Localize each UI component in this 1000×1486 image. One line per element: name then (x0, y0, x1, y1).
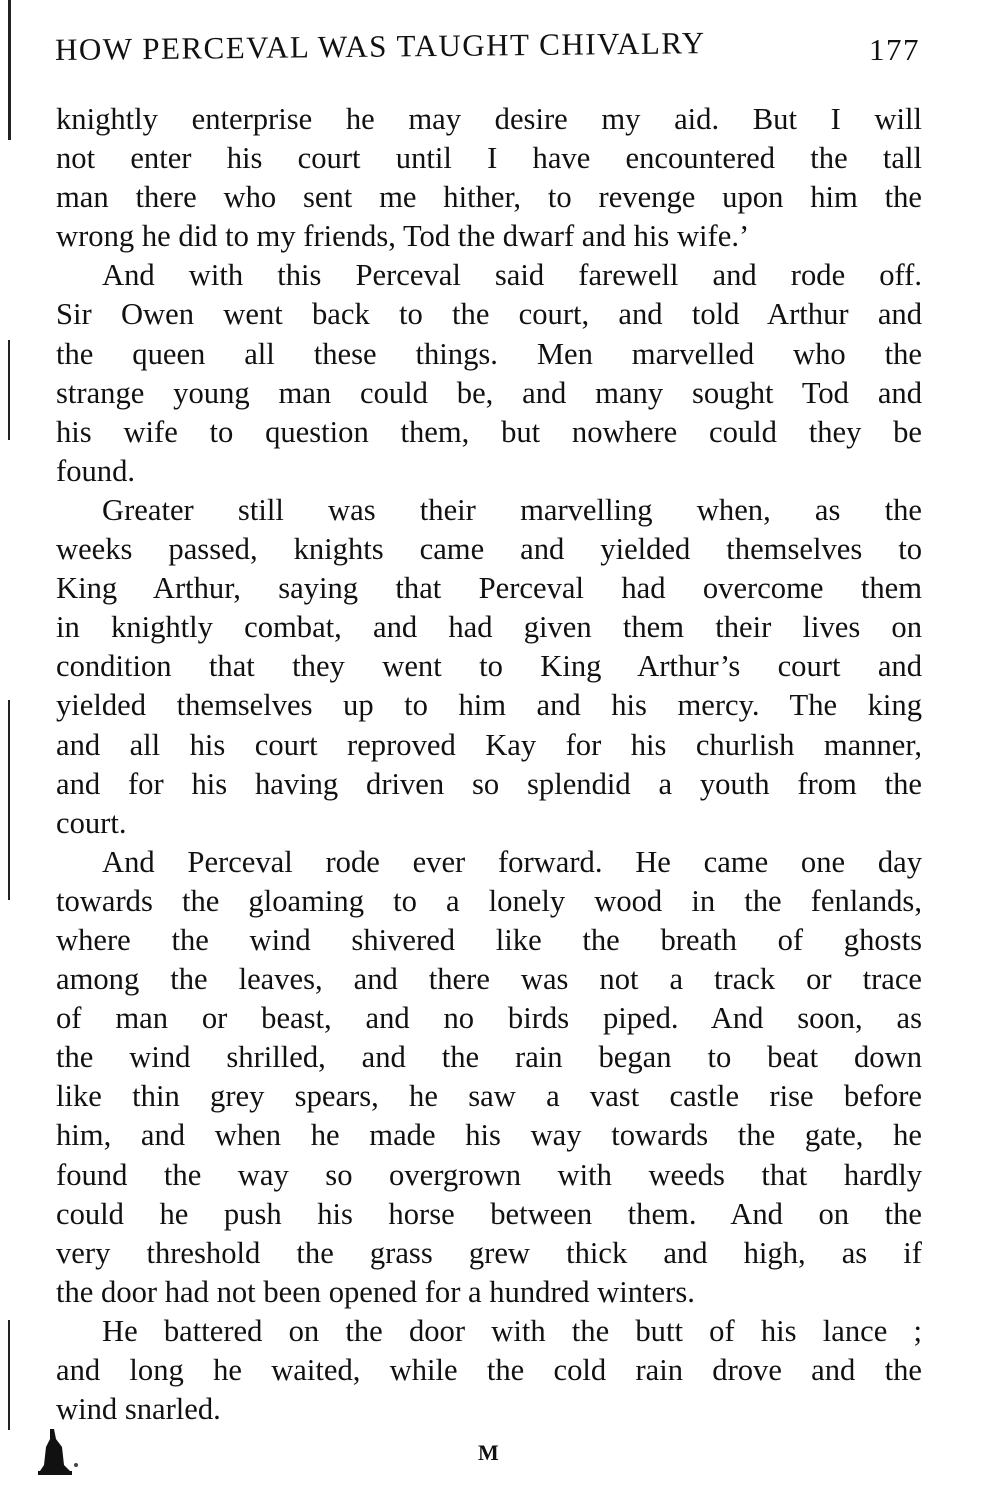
text-line: weeks passed, knights came and yielded themselves to (56, 532, 922, 567)
text-line: wrong he did to my friends, Tod the dwarf and his wife.’ (56, 219, 750, 254)
binding-edge-line (8, 0, 11, 140)
running-header (54, 25, 920, 68)
text-line: among the leaves, and there was not a track or trace (56, 962, 922, 997)
text-line: in knightly combat, and had given them their lives on (56, 610, 922, 645)
text-line: wind snarled. (56, 1392, 221, 1427)
body-text (56, 100, 922, 1429)
text-line: and long he waited, while the cold rain drove and the (56, 1353, 922, 1387)
text-line: very threshold the grass grew thick and high, as if (56, 1235, 922, 1270)
binding-edge-line (8, 700, 10, 900)
text-line: the door had not been opened for a hundred winters. (56, 1274, 695, 1309)
text-line: not enter his court until I have encountered the tall (56, 141, 922, 176)
text-line: the wind shrilled, and the rain began to beat down (56, 1040, 922, 1075)
text-line: his wife to question them, but nowhere could they be (56, 414, 922, 449)
text-line: of man or beast, and no birds piped. And soon, as (56, 1001, 922, 1036)
bell-ornament-icon (36, 1425, 80, 1477)
text-line: found. (56, 453, 136, 488)
text-line: him, and when he made his way towards the gate, he (56, 1118, 922, 1153)
binding-edge-line (8, 340, 10, 440)
running-title: HOW PERCEVAL WAS TAUGHT CHIVALRY (54, 25, 706, 67)
page-number: 177 (869, 32, 920, 67)
text-line: King Arthur, saying that Perceval had overcome them (56, 571, 922, 606)
text-line: like thin grey spears, he saw a vast castle rise before (56, 1079, 922, 1114)
signature-mark: M (478, 1440, 500, 1465)
binding-edge-line (8, 1320, 10, 1430)
text-line: man there who sent me hither, to revenge upon him the (56, 180, 922, 215)
text-line: and all his court reproved Kay for his churlish manner, (56, 727, 922, 762)
text-line: towards the gloaming to a lonely wood in the fenlands, (56, 883, 922, 918)
text-line: found the way so overgrown with weeds that hardly (56, 1157, 922, 1192)
text-line: and for his having driven so splendid a youth from the (56, 766, 922, 801)
text-line: the queen all these things. Men marvelled who the (56, 336, 922, 371)
text-line: yielded themselves up to him and his mercy. The king (56, 688, 922, 723)
text-line: Greater still was their marvelling when, as the (102, 492, 922, 527)
text-line: knightly enterprise he may desire my aid. But I will (56, 102, 922, 136)
text-line: strange young man could be, and many sought Tod and (56, 375, 922, 410)
text-line: court. (56, 805, 127, 840)
text-line: He battered on the door with the butt of his lance ; (102, 1313, 922, 1348)
text-line: could he push his horse between them. And on the (56, 1196, 922, 1231)
text-line: where the wind shivered like the breath of ghosts (56, 922, 922, 957)
text-line: condition that they went to King Arthur’s court and (56, 649, 922, 684)
text-line: And with this Perceval said farewell and rode off. (102, 258, 922, 293)
text-line: And Perceval rode ever forward. He came one day (102, 844, 922, 879)
text-line: Sir Owen went back to the court, and told Arthur and (56, 297, 922, 332)
